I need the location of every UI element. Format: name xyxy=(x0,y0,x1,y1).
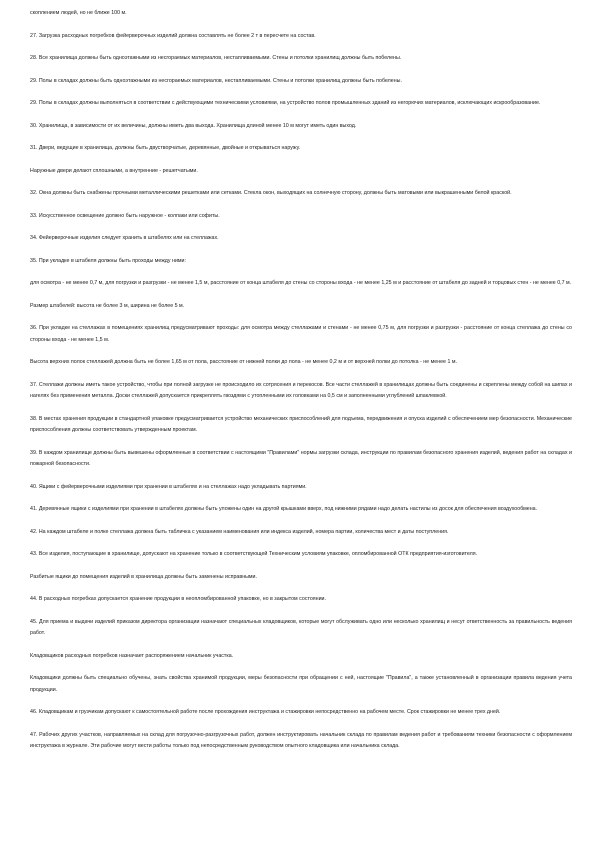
paragraph: 43. Все изделия, поступающие в хранилище, допускают на хранение только в соответствующей Техническим условиям упаковке, опломбированной ОТК предприятия-изготовителя. xyxy=(30,551,478,557)
paragraph: 31. Двери, ведущие в хранилища, должны быть двустворчатые, деревянные, двойные и открываться наружу. xyxy=(30,145,301,151)
paragraph: 40. Ящики с фейерверочными изделиями при хранении в штабелях и на стеллажах надо укладывать партиями. xyxy=(30,483,307,490)
paragraph: Высота верхних полок стеллажей должна быть не более 1,65 м от пола, расстояние от нижней полки до пола - не менее 0,2 м и от верхней полки до потолка - не менее 1 м. xyxy=(30,359,458,365)
paragraph: 28. Все хранилища должны быть одноэтажными из несгораемых материалов, нестапливаемыми. Стены и потолки хранилищ должны быть побелены. xyxy=(30,55,402,61)
paragraph: Наружные двери делают сплошными, а внутренние - решетчатыми. xyxy=(30,167,198,174)
paragraph: 29. Полы в складах должны выполняться в соответствии с действующими техническими условиями, на устройство полов промышленных зданий из негорючих материалов, исключающих искрообразование. xyxy=(30,100,541,106)
paragraph: 32. Окна должны быть снабжены прочными металлическими решетками или сетками. Стекла окон, выходящих на солнечную сторону, должны быть матовыми или выкрашенными белой краской. xyxy=(30,190,512,196)
paragraph: Кладовщики должны быть специально обучены, знать свойства хранимой продукции, меры безопасности при обращении с ней, настоящие "Правила", а также установленный в организации правила ведения учета продукции. xyxy=(30,675,572,693)
paragraph: для осмотра - не менее 0,7 м, для погрузки и разгрузки - не менее 1,5 м, расстояние от конца штабеля до стены со стороны входа - не менее 1,25 м и расстояние от штабеля до задней и торцовых стен - не менее 0,7 м. xyxy=(30,280,572,286)
paragraph: 39. В каждом хранилище должны быть вывешены оформленные в соответствии с настоящими "Правилами" нормы загрузки склада, инструкции по правилам безопасного хранения изделий, ведения работ на складах и пожарной безопасности. xyxy=(30,449,572,467)
paragraph: 44. В расходных погребках допускается хранение продукции в неопломбированной упаковке, но в закрытом состоянии. xyxy=(30,596,326,602)
paragraph: 29. Полы в складах должны быть одноэтажными из несгораемых материалов, нестапливаемыми. Стены и потолки хранилищ должны быть побелены. xyxy=(30,77,402,84)
paragraph: Размер штабелей: высота не более 3 м, ширина не более 5 м. xyxy=(30,302,185,309)
paragraph: 46. Кладовщикам и грузчикам допускают к самостоятельной работе после прохождения инструктажа и стажировки непосредственно на рабочем месте. Срок стажировки не менее трех дней. xyxy=(30,709,501,715)
paragraph: 34. Фейерверочные изделия следует хранить в штабелях или на стеллажах. xyxy=(30,235,219,241)
paragraph: 38. В местах хранения продукции в стандартной упаковке предусматривается устройство механических приспособлений для подъема, передвижения и опуска изделий с обеспечением мер безопасности. Механические приспособления должны соответствовать утвержденным проектам. xyxy=(30,415,572,433)
paragraph: 42. На каждом штабеле и полке стеллажа должна быть табличка с указанием наименования или индекса изделий, номера партии, количества мест и даты поступления. xyxy=(30,528,449,535)
paragraph: 35. При укладке в штабеля должны быть проходы между ними: xyxy=(30,257,186,264)
paragraph: Кладовщиков расходных погребков назначает распоряжением начальник участка. xyxy=(30,652,234,659)
paragraph: 27. Загрузка расходных погребков фейерверочных изделий должна составлять не более 2 т в пересчете на состав. xyxy=(30,32,316,39)
paragraph: 45. Для приема и выдачи изделий приказом директора организации назначают специальных кладовщиков, которые могут обслуживать одно или несколько хранилищ и несут ответственность за правильность ведения работ. xyxy=(30,618,572,636)
paragraph: 30. Хранилища, в зависимости от их величины, должны иметь два выхода. Хранилища длиной менее 10 м могут иметь один выход. xyxy=(30,122,357,129)
document-body xyxy=(30,8,572,764)
paragraph: 36. При укладке на стеллажах в помещениях хранилищ предусматривают проходы: для осмотра между стеллажами и стенами - не менее 0,75 м, для погрузки и разгрузки - расстояние от конца стеллажа до стены со стороны входа - не менее 1,5 м. xyxy=(30,325,572,343)
paragraph: 37. Стеллажи должны иметь такое устройство, чтобы при полной загрузке не происходило их сотрясения и перекосов. Все части стеллажей в хранилищах должны быть соединены и скреплены между собой на шипах и нагелях без применения металла. Доски стеллажей допускается прикреплять гвоздями с утопленными их головками на 0,5 см и заполненными углублений шпаклевкой. xyxy=(30,381,572,399)
paragraph: 47. Рабочих других участков, направляемых на склад для погрузочно-разгрузочных работ, должен инструктировать начальник склада по правилам ведения работ и требованиям техники безопасности с оформлением инструктажа в журнале. Эти рабочие могут вести работы только под непосредственным руководством опытного кладовщика или начальника склада. xyxy=(30,731,572,749)
paragraph: 41. Деревянные ящики с изделиями при хранении в штабелях должны быть уложены один на другой крышками вверх, под нижними рядами надо делать настилы из досок для обеспечения воздухообмена. xyxy=(30,506,538,512)
paragraph: 33. Искусственное освещение должно быть наружное - колпаки или софиты. xyxy=(30,212,220,219)
paragraph: скоплением людей, но не ближе 100 м. xyxy=(30,10,127,16)
paragraph: Разбитые ящики до помещения изделий в хранилища должны быть заменены исправными. xyxy=(30,573,257,580)
